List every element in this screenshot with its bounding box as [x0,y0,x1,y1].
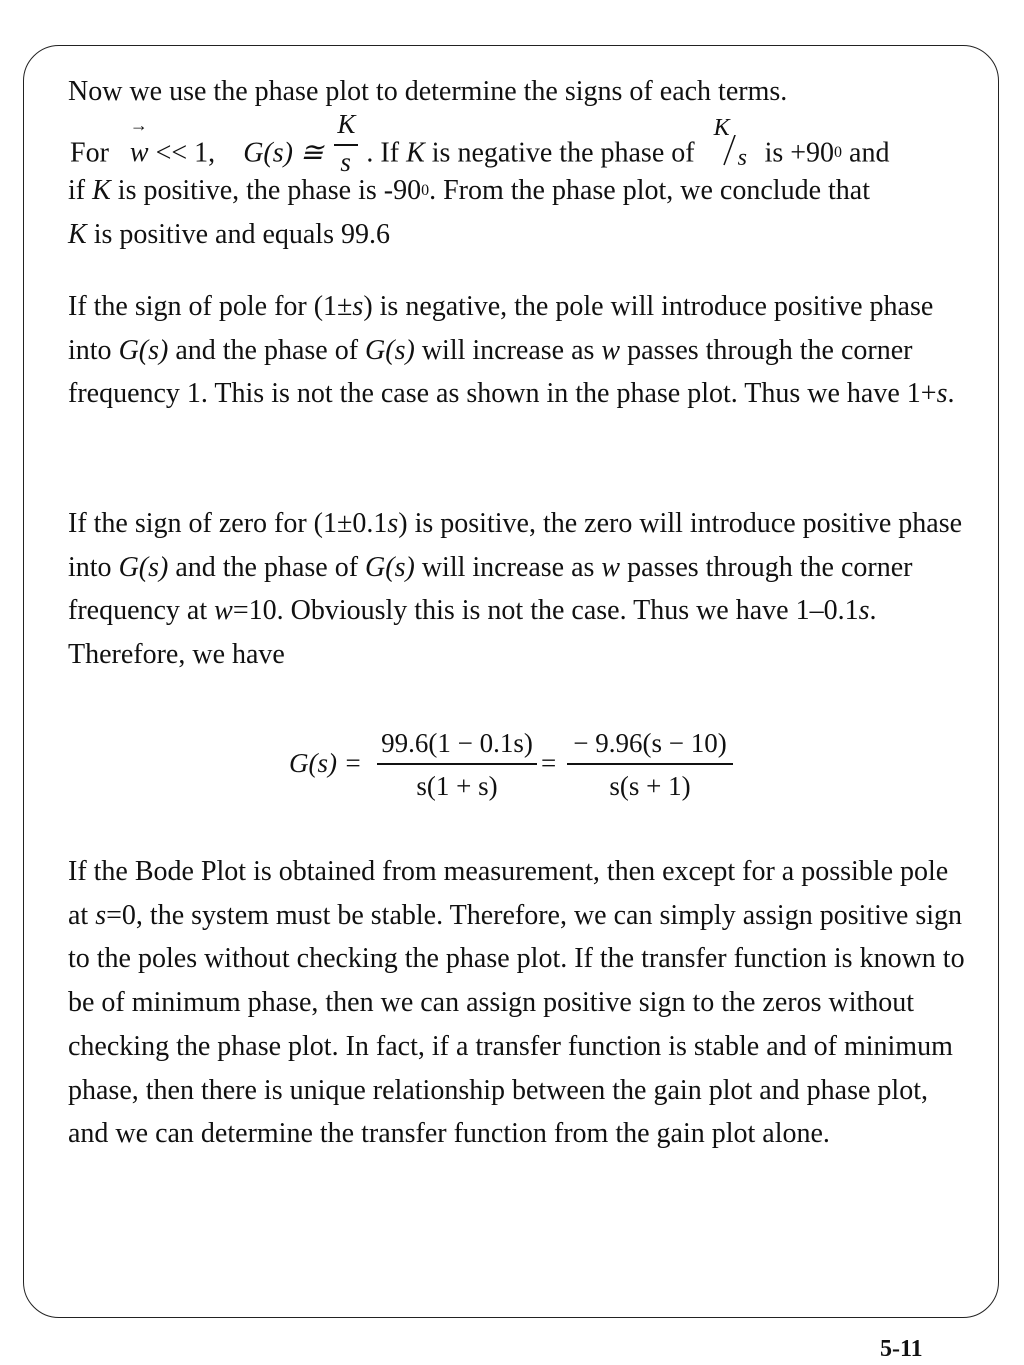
equals-sign: = [541,748,557,778]
s-symbol-4: s [858,595,870,627]
w-symbol-4: w [214,595,233,627]
page-number: 5-11 [880,1336,923,1362]
zero-text-d: will increase as [414,551,602,583]
intro-line [68,76,787,108]
zero-paragraph [68,502,973,677]
w-vector: → w [129,115,149,169]
text-minus90: is positive, the phase is -90 [110,175,422,206]
fraction-1 [377,728,537,802]
k-over-s-fraction [332,109,364,177]
gs-approx: G(s) ≅ [243,137,324,169]
sign-line [68,175,870,207]
gs-symbol-4: G(s) [365,551,415,583]
condition-text: << 1, [155,137,216,169]
k-slash-s-fraction [702,115,758,175]
text-if2: if [68,175,93,206]
s-symbol-5: s [95,899,107,931]
text-negative: is negative the phase of [424,137,695,169]
fraction-1-bar [377,763,537,765]
pole-paragraph [68,285,973,416]
w-symbol-2: w [601,334,621,366]
text-plus90: is +90 [764,137,835,169]
text-k-value: is positive and equals 99.6 [86,219,390,250]
zero-text-g: . Therefore, we have [68,595,877,671]
fraction-1-denominator: s(1 + s) [416,770,498,801]
s-symbol-3: s [387,508,399,539]
zero-text-b: ) is positive, the zero will introduce positive phase into [68,508,963,583]
gs-symbol-3: G(s) [118,551,169,583]
fraction-2 [567,728,733,802]
frac-denominator: s [340,147,351,177]
degree-sup-2: 0 [421,182,430,199]
bode-paragraph [68,850,973,1156]
pole-text-e: passes through the corner frequency 1. This is not the case as shown in the phase plot. Thus we have 1+ [68,334,937,410]
w-symbol: w [129,137,149,169]
condition-line [70,109,890,177]
k-symbol-3: K [68,219,87,250]
k-symbol-2: K [92,175,111,206]
zero-text-e: passes through the corner frequency at [68,551,913,627]
intro-text: Now we use the phase plot to determine the signs of each terms. [68,76,788,107]
s-symbol-2: s [936,378,948,410]
bode-text-a: If the Bode Plot is obtained from measurement, then except for a possible pole at [68,856,949,931]
text-if: . If [366,137,407,169]
pole-text-a: If the sign of pole for (1± [68,291,353,322]
frac-bar [334,144,358,146]
w-symbol-3: w [601,551,621,583]
zero-text-a: If the sign of zero for (1±0.1 [68,508,388,539]
bode-text-b: =0, the system must be stable. Therefore, we can simply assign positive sign to the poles without checking the phase plot. If the transfer function is known to be of minimum phase, then we can assign positive sign to the zeros without checking the phase plot. In fact, if a transfer function is stable and of minimum phase, then there is unique relationship between the gain plot and phase plot, and we can determine the transfer function from the gain plot alone. [68,899,965,1150]
gs-symbol-2: G(s) [365,334,415,366]
pole-text-b: ) is negative, the pole will introduce positive phase into [68,291,934,366]
frac-numerator: K [337,109,356,139]
gs-symbol: G(s) [118,334,169,366]
zero-text-f: =10. Obviously this is not the case. Thus we have 1–0.1 [232,595,859,627]
fraction-1-numerator: 99.6(1 − 0.1s) [381,728,533,758]
pole-text-c: and the phase of [168,334,366,366]
equation-lhs: G(s) = [289,748,362,778]
for-word: For [70,137,109,169]
s-symbol: s [352,291,364,322]
k-symbol: K [406,137,425,169]
k-value-line [68,219,390,251]
pole-text-d: will increase as [414,334,602,366]
text-and: and [842,137,890,169]
fraction-2-numerator: − 9.96(s − 10) [573,728,727,758]
slash-numerator: K [713,115,730,141]
fraction-2-denominator: s(s + 1) [609,770,691,801]
text-conclude: . From the phase plot, we conclude that [429,175,870,206]
fraction-2-bar [567,763,733,765]
degree-sup: 0 [834,144,843,162]
pole-text-f: . [947,378,955,410]
zero-text-c: and the phase of [168,551,366,583]
slash-denominator: s [737,145,747,171]
